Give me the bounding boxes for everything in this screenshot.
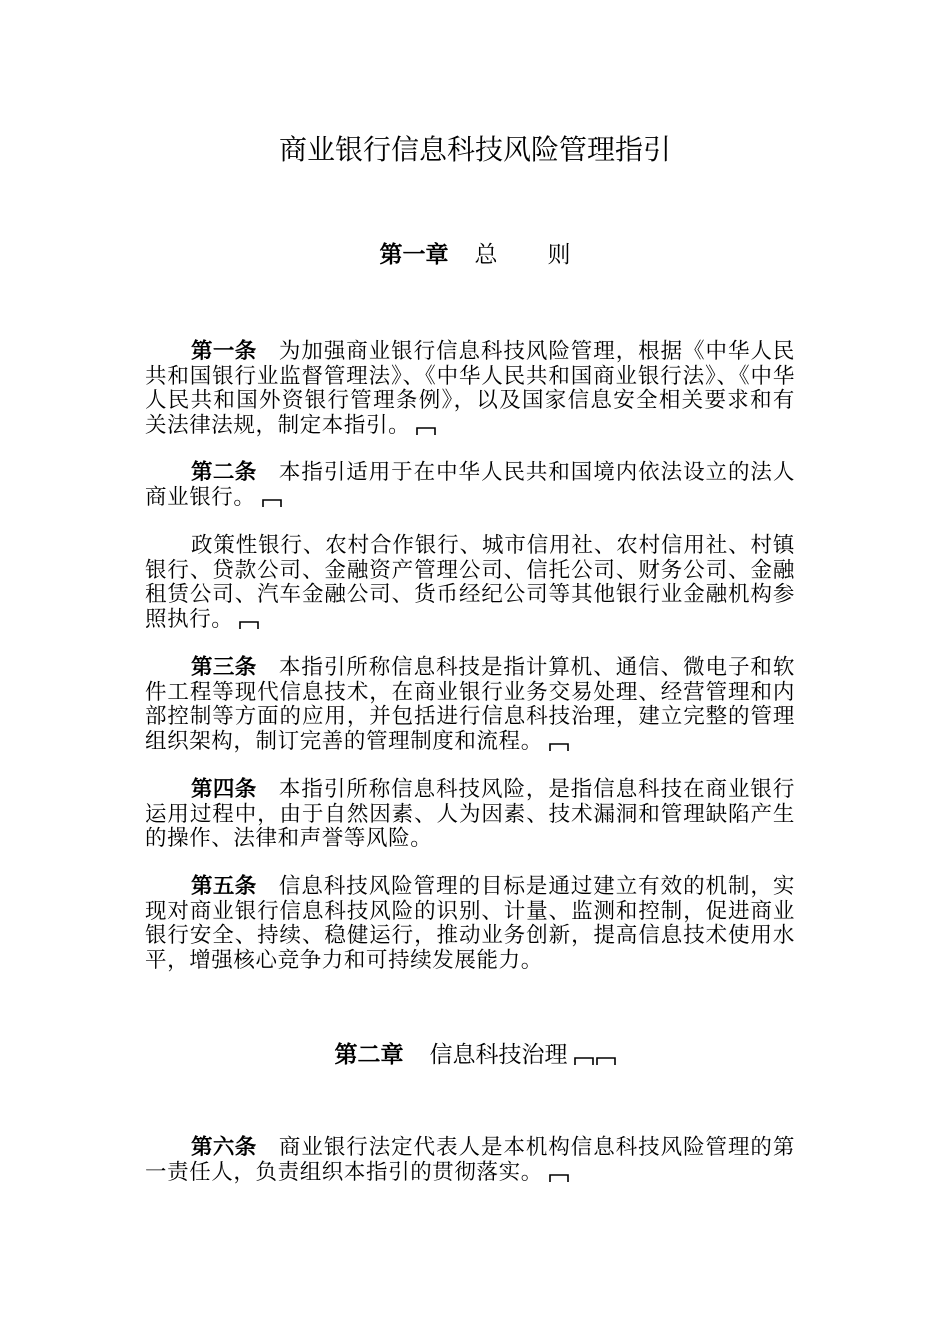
article-number: 第三条	[191, 655, 257, 680]
chapter-name-part: 则	[547, 242, 571, 268]
paragraph-mark-icon	[416, 426, 436, 436]
article-paragraph	[145, 461, 795, 510]
article-text: 为加强商业银行信息科技风险管理，根据《中华人民共和国银行业监督管理法》、《中华人民共和国商业银行法》、《中华人民共和国外资银行管理条例》，以及国家信息安全相关要求和有关法律法规，制定本指引。	[145, 339, 795, 438]
article-paragraph	[145, 340, 795, 438]
article-text: 本指引适用于在中华人民共和国境内依法设立的法人商业银行。	[145, 460, 795, 510]
paragraph-mark-icon	[239, 620, 259, 630]
chapter-number: 第一章	[379, 242, 449, 268]
article-number: 第四条	[191, 777, 257, 802]
chapter-name-part: 总	[474, 242, 498, 268]
article-paragraph	[145, 1136, 795, 1185]
article-paragraph	[145, 875, 795, 973]
chapter-heading-1	[0, 240, 950, 270]
article-text: 本指引所称信息科技风险，是指信息科技在商业银行运用过程中，由于自然因素、人为因素、技术漏洞和管理缺陷产生的操作、法律和声誉等风险。	[145, 777, 795, 851]
article-number: 第二条	[191, 460, 257, 485]
paragraph-mark-icon	[262, 498, 282, 508]
chapter-name: 信息科技治理	[429, 1042, 568, 1068]
article-text: 政策性银行、农村合作银行、城市信用社、农村信用社、村镇银行、贷款公司、金融资产管理公司、信托公司、财务公司、金融租赁公司、汽车金融公司、货币经纪公司等其他银行业金融机构参照执行。	[145, 533, 795, 632]
document-title: 商业银行信息科技风险管理指引	[278, 133, 671, 166]
article-paragraph	[145, 656, 795, 754]
article-text: 商业银行法定代表人是本机构信息科技风险管理的第一责任人，负责组织本指引的贯彻落实。	[145, 1135, 795, 1185]
paragraph-mark-icon	[549, 742, 569, 752]
paragraph-mark-icon	[596, 1056, 616, 1066]
article-text: 信息科技风险管理的目标是通过建立有效的机制，实现对商业银行信息科技风险的识别、计量、监测和控制，促进商业银行安全、持续、稳健运行，推动业务创新，提高信息技术使用水平，增强核心竞争力和可持续发展能力。	[145, 874, 795, 973]
article-paragraph	[145, 778, 795, 852]
article-number: 第六条	[191, 1135, 257, 1160]
paragraph-mark-icon	[574, 1056, 594, 1066]
article-number: 第五条	[191, 874, 257, 899]
article-number: 第一条	[191, 339, 257, 364]
article-text: 本指引所称信息科技是指计算机、通信、微电子和软件工程等现代信息技术，在商业银行业务交易处理、经营管理和内部控制等方面的应用，并包括进行信息科技治理，建立完整的管理组织架构，制订完善的管理制度和流程。	[145, 655, 795, 754]
paragraph-mark-icon	[549, 1173, 569, 1183]
chapter-number: 第二章	[334, 1042, 404, 1068]
article-paragraph	[145, 534, 795, 632]
chapter-heading-2	[0, 1040, 950, 1070]
